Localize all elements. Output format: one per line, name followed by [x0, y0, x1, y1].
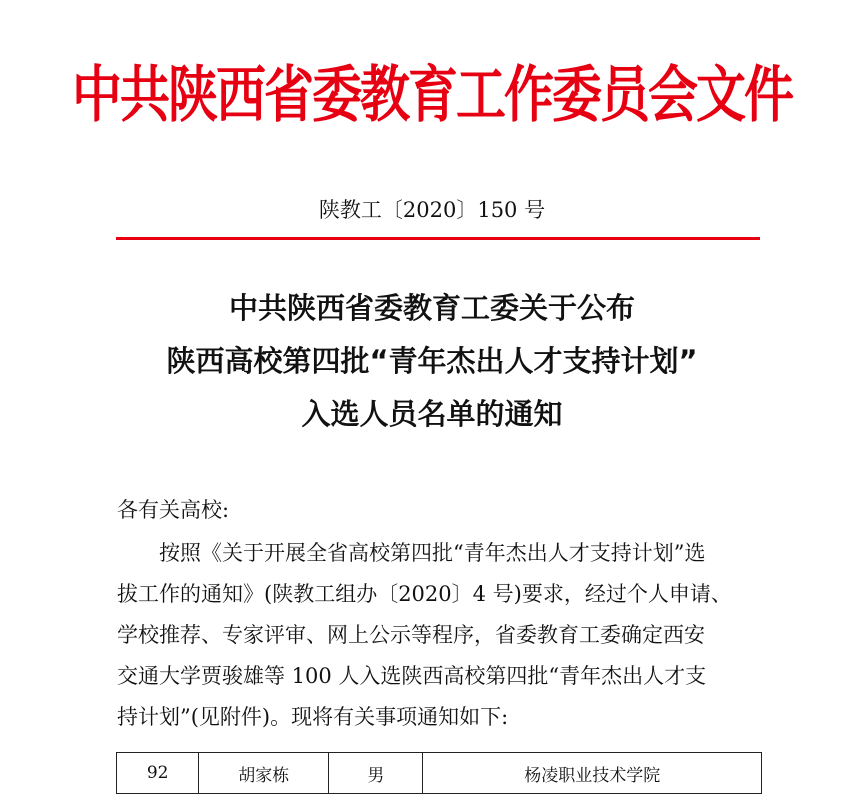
document-number: 陕教工〔2020〕150 号 [318, 198, 546, 222]
notice-body [117, 538, 767, 743]
body-line-1: 按照《关于开展全省高校第四批“青年杰出人才支持计划”选 [159, 541, 706, 565]
school-cell: 杨凌职业技术学院 [423, 753, 762, 794]
notice-title-line-3: 入选人员名单的通知 [301, 397, 563, 431]
red-divider-line [116, 237, 760, 240]
body-line-3: 学校推荐、专家评审、网上公示等程序，省委教育工委确定西安 [117, 623, 705, 647]
salutation: 各有关高校: [117, 498, 230, 522]
body-line-5: 持计划”(见附件)。现将有关事项通知如下: [117, 705, 509, 729]
body-line-4: 交通大学贾骏雄等 100 人入选陕西高校第四批“青年杰出人才支 [117, 664, 707, 688]
table-row [117, 753, 762, 794]
issuing-authority-header: 中共陕西省委教育工作委员会文件 [72, 59, 792, 131]
notice-title-line-1: 中共陕西省委教育工委关于公布 [228, 291, 635, 325]
row-number-cell: 92 [117, 753, 199, 794]
body-line-2: 拔工作的通知》(陕教工组办〔2020〕4 号)要求，经过个人申请、 [117, 582, 732, 606]
notice-title-line-2: 陕西高校第四批“青年杰出人才支持计划” [166, 344, 698, 378]
roster-table-container [116, 752, 762, 794]
roster-table [116, 752, 762, 794]
name-cell: 胡家栋 [199, 753, 329, 794]
gender-cell: 男 [329, 753, 423, 794]
notice-title [0, 288, 864, 447]
